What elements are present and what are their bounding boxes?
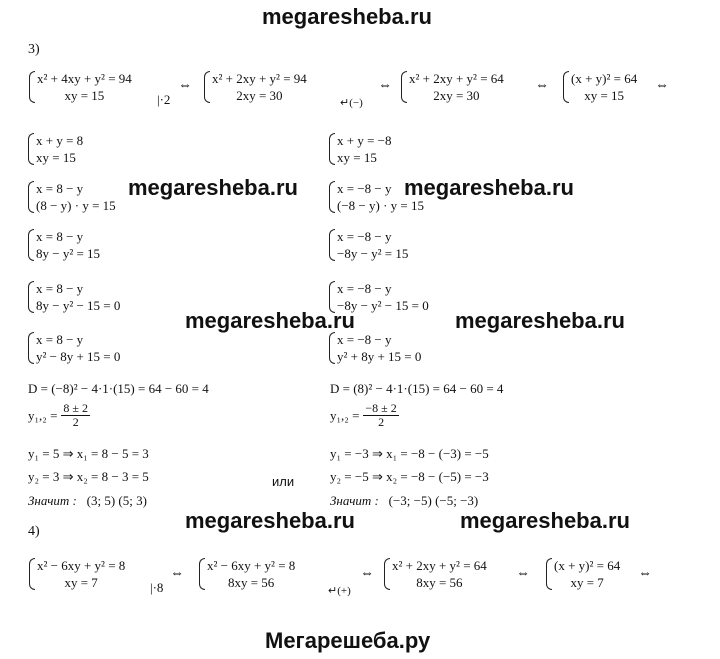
answer-value: (3; 5) (5; 3) [86,493,147,508]
problem-label: 4) [28,524,40,539]
equation: x = −8 − y [337,181,392,196]
equation: x = 8 − y [36,281,84,296]
root-result: y₂ = −5 ⇒ x₂ = −8 − (−5) = −3 [330,469,489,484]
equation: −8y − y² − 15 = 0 [337,298,429,313]
equation: 8y − y² = 15 [36,246,101,261]
equation-system [383,557,487,591]
equation: xy = 15 [584,88,625,103]
watermark: megaresheba.ru [185,508,355,533]
equation: x = −8 − y [337,229,392,244]
answer-line [28,493,147,508]
equation: (8 − y) · y = 15 [36,198,116,213]
root-formula [28,402,90,429]
equation-system [400,70,504,104]
watermark: megaresheba.ru [128,175,298,200]
equation-system [328,132,392,166]
equation: x² + 2xy + y² = 64 [392,558,487,573]
equation: x = 8 − y [36,181,84,196]
watermark: megaresheba.ru [185,308,355,333]
equation-system [27,228,100,262]
equation: x = −8 − y [337,281,392,296]
watermark: megaresheba.ru [460,508,630,533]
answer-label: Значит : [28,493,77,508]
fraction-numerator: 8 ± 2 [63,401,88,415]
equation-system [27,331,120,365]
equation-system [562,70,637,104]
equivalence-symbol: ⇔ [360,566,374,581]
fraction-denominator: 2 [378,415,385,429]
fraction [363,402,398,429]
fraction [61,402,90,429]
watermark-bottom: Мегарешеба.ру [265,628,431,653]
equation: y² + 8y + 15 = 0 [337,349,422,364]
equation: 8xy = 56 [416,575,463,590]
equation: (x + y)² = 64 [571,71,638,86]
equation: 8xy = 56 [227,575,275,590]
fraction-numerator: −8 ± 2 [365,401,397,415]
answer-label: Значит : [330,493,379,508]
equation: x + y = 8 [36,133,84,148]
root-formula-lhs: y₁,₂ = [28,407,58,423]
equivalence-symbol: ⇔ [378,78,392,93]
equation-system [27,280,120,314]
answer-value: (−3; −5) (−5; −3) [388,493,479,508]
equation-system [27,180,116,214]
equation: xy = 15 [64,88,105,103]
root-result: y₂ = 3 ⇒ x₂ = 8 − 3 = 5 [28,469,149,484]
watermark-top: megaresheba.ru [262,4,432,29]
equation-system [27,132,83,166]
equation-system [328,228,408,262]
equation: x² − 6xy + y² = 8 [37,558,126,573]
root-formula [330,402,399,429]
equation-system [328,180,424,214]
equation-system [28,557,125,591]
discriminant: D = (−8)² − 4·1·(15) = 64 − 60 = 4 [28,381,209,396]
equation: xy = 7 [570,575,604,590]
discriminant: D = (8)² − 4·1·(15) = 64 − 60 = 4 [330,381,504,396]
multiplier-note: |·2 [157,92,171,107]
multiplier-note: |·8 [150,580,164,595]
equation-system [28,70,132,104]
equivalence-symbol: ⇔ [516,566,530,581]
equivalence-symbol: ⇔ [535,78,549,93]
equation: x² + 2xy + y² = 94 [212,71,307,86]
equation-system [328,331,421,365]
equation: xy = 7 [64,575,98,590]
equation: 2xy = 30 [433,88,480,103]
equation: x + y = −8 [337,133,392,148]
equation: −8y − y² = 15 [337,246,409,261]
equation-system [545,557,620,591]
equation: xy = 15 [337,150,377,165]
problem-label: 3) [28,42,40,57]
root-result: y₁ = 5 ⇒ x₁ = 8 − 5 = 3 [28,446,149,461]
equation: x = 8 − y [36,229,84,244]
equation-system [203,70,307,104]
equation: (−8 − y) · y = 15 [337,198,424,213]
equation: xy = 15 [36,150,76,165]
watermark: megaresheba.ru [455,308,625,333]
equation-system [198,557,295,591]
equation: x = −8 − y [337,332,392,347]
root-result: y₁ = −3 ⇒ x₁ = −8 − (−3) = −5 [330,446,489,461]
equation: y² − 8y + 15 = 0 [36,349,121,364]
root-formula-lhs: y₁,₂ = [330,407,360,423]
fraction-denominator: 2 [72,415,79,429]
equivalence-symbol: ⇔ [178,78,192,93]
operation-note: ↵(−) [340,97,363,109]
equivalence-symbol: ⇔ [638,566,652,581]
equation: 8y − y² − 15 = 0 [36,298,121,313]
equation: x² + 4xy + y² = 94 [37,71,132,86]
or-label: или [272,474,295,489]
equivalence-symbol: ⇔ [655,78,669,93]
equation-system [328,280,429,314]
equivalence-symbol: ⇔ [170,566,184,581]
answer-line [330,493,478,508]
operation-note: ↵(+) [328,585,351,597]
equation: x = 8 − y [36,332,84,347]
watermark: megaresheba.ru [404,175,574,200]
equation: (x + y)² = 64 [554,558,621,573]
equation: x² − 6xy + y² = 8 [207,558,296,573]
equation: 2xy = 30 [236,88,283,103]
equation: x² + 2xy + y² = 64 [409,71,504,86]
